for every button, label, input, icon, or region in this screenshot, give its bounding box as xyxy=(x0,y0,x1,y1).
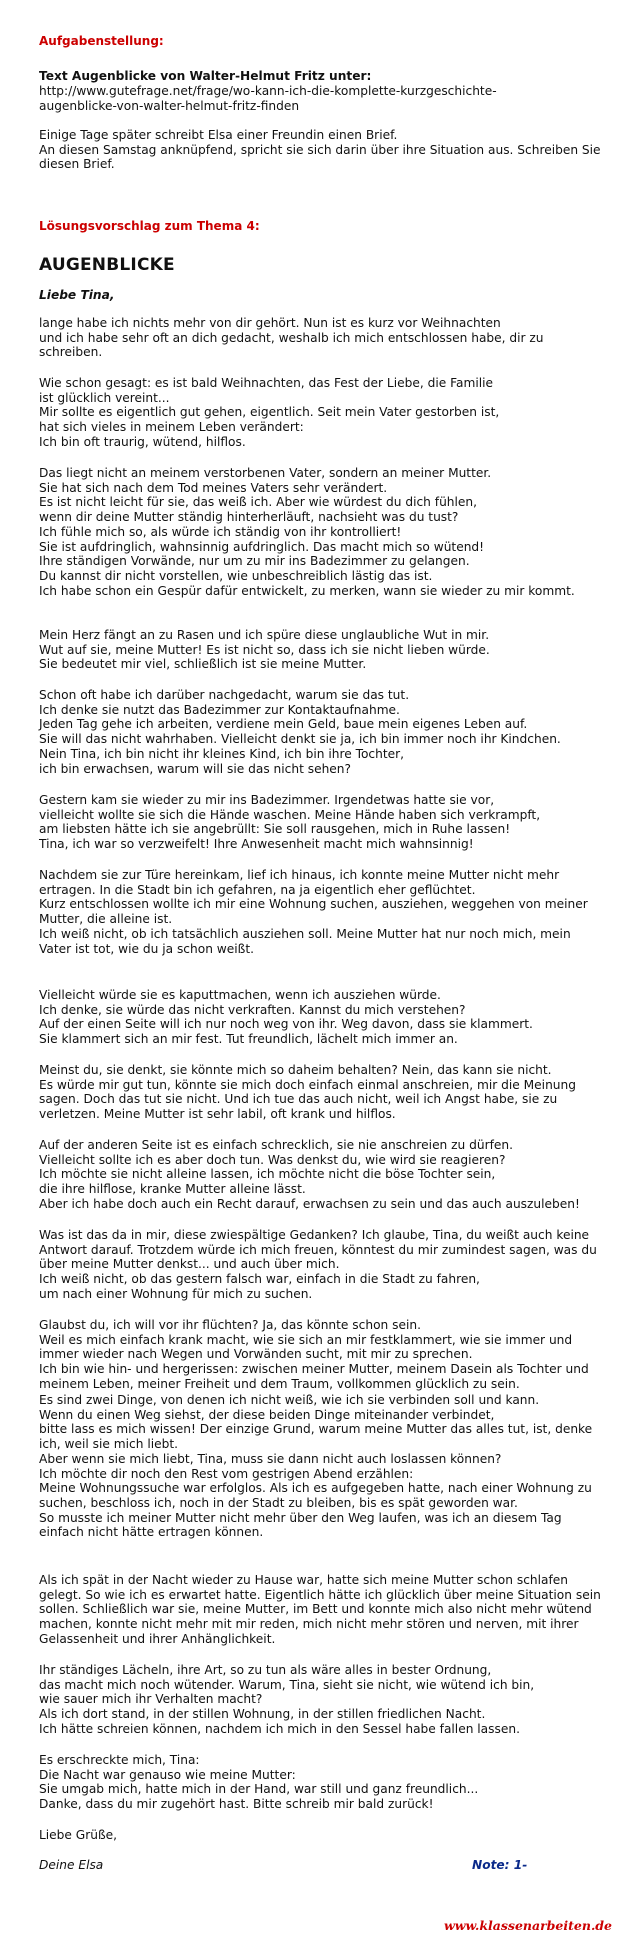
paragraph: Gestern kam sie wieder zu mir ins Badezimmer. Irgendetwas hatte sie vor, vielleicht wollte sie sich die Hände waschen. Meine Hände haben sich verkrampft, am liebsten hätte ich sie angebrüllt: Sie soll rausgehen, mich in Ruhe lassen! Tina, ich war so verzweifelt! Ihre Anwesenheit macht mich wahnsinnig! xyxy=(39,793,541,852)
letter-title: AUGENBLICKE xyxy=(39,255,175,275)
paragraph: lange habe ich nichts mehr von dir gehört. Nun ist es kurz vor Weihnachten und ich habe sehr oft an dich gedacht, weshalb ich mich entschlossen habe, dir zu schreiben. xyxy=(39,316,544,360)
paragraph: Als ich spät in der Nacht wieder zu Hause war, hatte sich meine Mutter schon schlafen gelegt. So wie ich es erwartet hatte. Eigentlich hätte ich glücklich über meine Situation sein sollen. Schließlich war sie, meine Mutter, im Bett und konnte mich also nicht mehr wütend machen, konnte nicht mehr mit mir reden, mich nicht mehr stören und nerven, mit ihrer Gelassenheit und ihrer Anhänglichkeit. xyxy=(39,1573,601,1646)
paragraph: Glaubst du, ich will vor ihr flüchten? Ja, das könnte schon sein. Weil es mich einfach krank macht, wie sie sich an mir festklammert, wie sie immer und immer wieder nach Wegen und Vorwänden sucht, mit mir zu sprechen. Ich bin wie hin- und hergerissen: zwischen meiner Mutter, meinem Dasein als Tochter und meinem Leben, meiner Freiheit und dem Traum, vollkommen glücklich zu sein. xyxy=(39,1318,589,1391)
paragraph: Vielleicht würde sie es kaputtmachen, wenn ich ausziehen würde. Ich denke, sie würde das nicht verkraften. Kannst du mich verstehen? Auf der einen Seite will ich nur noch weg von ihr. Weg davon, dass sie klammert. Sie klammert sich an mir fest. Tut freundlich, lächelt mich immer an. xyxy=(39,988,533,1047)
grade: Note: 1- xyxy=(472,1858,528,1872)
paragraph: Nachdem sie zur Türe hereinkam, lief ich hinaus, ich konnte meine Mutter nicht mehr ertragen. In die Stadt bin ich gefahren, na ja eigentlich eher geflüchtet. Kurz entschlossen wollte ich mir eine Wohnung suchen, ausziehen, weggehen von meiner Mutter, die alleine ist. Ich weiß nicht, ob ich tatsächlich ausziehen soll. Meine Mutter hat nur noch mich, mein Vater ist tot, wie du ja schon weißt. xyxy=(39,868,588,956)
paragraph: Wie schon gesagt: es ist bald Weihnachten, das Fest der Liebe, die Familie ist glücklich vereint... Mir sollte es eigentlich gut gehen, eigentlich. Seit mein Vater gestorben ist, hat sich vieles in meinem Leben verändert: Ich bin oft traurig, wütend, hilflos. xyxy=(39,376,500,449)
task-text: Einige Tage später schreibt Elsa einer Freundin einen Brief. An diesen Samstag anknüpfend, spricht sie sich darin über ihre Situation aus. Schreiben Sie diesen Brief. xyxy=(39,128,601,172)
paragraph: Mein Herz fängt an zu Rasen und ich spüre diese unglaubliche Wut in mir. Wut auf sie, meine Mutter! Es ist nicht so, dass ich sie nicht lieben würde. Sie bedeutet mir viel, schließlich ist sie meine Mutter. xyxy=(39,628,490,672)
paragraph: Auf der anderen Seite ist es einfach schrecklich, sie nie anschreien zu dürfen. Vielleicht sollte ich es aber doch tun. Was denkst du, wie wird sie reagieren? Ich möchte sie nicht alleine lassen, ich möchte nicht die böse Tochter sein, die ihre hilflose, kranke Mutter alleine lässt. Aber ich habe doch auch ein Recht darauf, erwachsen zu sein und das auch auszuleben! xyxy=(39,1138,580,1211)
signature: Deine Elsa xyxy=(39,1858,104,1872)
solution-heading: Lösungsvorschlag zum Thema 4: xyxy=(39,219,260,233)
task-source-title: Text Augenblicke von Walter-Helmut Fritz unter: xyxy=(39,69,372,83)
paragraph: Was ist das da in mir, diese zwiespältige Gedanken? Ich glaube, Tina, du weißt auch keine Antwort darauf. Trotzdem würde ich mich freuen, könntest du mir zumindest sagen, was du über meine Mutter denkst... und auch über mich. Ich weiß nicht, ob das gestern falsch war, einfach in die Stadt zu fahren, um nach einer Wohnung für mich zu suchen. xyxy=(39,1228,597,1301)
paragraph: Meinst du, sie denkt, sie könnte mich so daheim behalten? Nein, das kann sie nicht. Es würde mir gut tun, könnte sie mich doch einfach einmal anschreien, mir die Meinung sagen. Doch das tut sie nicht. Und ich tue das auch nicht, weil ich Angst habe, sie zu verletzen. Meine Mutter ist sehr labil, oft krank und hilflos. xyxy=(39,1063,576,1122)
task-section xyxy=(39,34,164,48)
task-heading: Aufgabenstellung: xyxy=(39,34,164,48)
closing: Liebe Grüße, xyxy=(39,1828,118,1842)
paragraph: Es sind zwei Dinge, von denen ich nicht weiß, wie ich sie verbinden soll und kann. Wenn du einen Weg siehst, der diese beiden Dinge miteinander verbindet, bitte lass es mich wissen! Der einzige Grund, warum meine Mutter das alles tut, ist, denke ich, weil sie mich liebt. Aber wenn sie mich liebt, Tina, muss sie dann nicht auch loslassen können? Ich möchte dir noch den Rest vom gestrigen Abend erzählen: Meine Wohnungssuche war erfolglos. Als ich es aufgegeben hatte, nach einer Wohnung zu suchen, beschloss ich, noch in der Stadt zu bleiben, bis es spät geworden war. So musste ich meiner Mutter nicht mehr über den Weg laufen, was ich an diesem Tag einfach nicht hätte ertragen können. xyxy=(39,1393,593,1540)
salutation: Liebe Tina, xyxy=(39,288,115,302)
paragraph: Es erschreckte mich, Tina: Die Nacht war genauso wie meine Mutter: Sie umgab mich, hatte mich in der Hand, war still und ganz freundlich... Danke, dass du mir zugehört hast. Bitte schreib mir bald zurück! xyxy=(39,1753,479,1812)
watermark: www.klassenarbeiten.de xyxy=(444,1918,612,1933)
paragraph: Schon oft habe ich darüber nachgedacht, warum sie das tut. Ich denke sie nutzt das Badezimmer zur Kontaktaufnahme. Jeden Tag gehe ich arbeiten, verdiene mein Geld, baue mein eigenes Leben auf. Sie will das nicht wahrhaben. Vielleicht denkt sie ja, ich bin immer noch ihr Kindchen. Nein Tina, ich bin nicht ihr kleines Kind, ich bin ihre Tochter, ich bin erwachsen, warum will sie das nicht sehen? xyxy=(39,688,561,776)
paragraph: Ihr ständiges Lächeln, ihre Art, so zu tun als wäre alles in bester Ordnung, das macht mich noch wütender. Warum, Tina, sieht sie nicht, wie wütend ich bin, wie sauer mich ihr Verhalten macht? Als ich dort stand, in der stillen Wohnung, in der stillen friedlichen Nacht. Ich hätte schreien können, nachdem ich mich in den Sessel habe fallen lassen. xyxy=(39,1663,535,1736)
paragraph: Das liegt nicht an meinem verstorbenen Vater, sondern an meiner Mutter. Sie hat sich nach dem Tod meines Vaters sehr verändert. Es ist nicht leicht für sie, das weiß ich. Aber wie würdest du dich fühlen, wenn dir deine Mutter ständig hinterherläuft, nachsieht was du tust? Ich fühle mich so, als würde ich ständig von ihr kontrolliert! Sie ist aufdringlich, wahnsinnig aufdringlich. Das macht mich so wütend! Ihre ständigen Vorwände, nur um zu mir ins Badezimmer zu gelangen. Du kannst dir nicht vorstellen, wie unbeschreiblich lästig das ist. Ich habe schon ein Gespür dafür entwickelt, zu merken, wann sie wieder zu mir kommt. xyxy=(39,466,575,598)
task-source-url[interactable]: http://www.gutefrage.net/frage/wo-kann-ich-die-komplette-kurzgeschichte-augenblicke-von-walter-helmut-fritz-finden xyxy=(39,84,497,113)
solution-section xyxy=(39,219,260,233)
